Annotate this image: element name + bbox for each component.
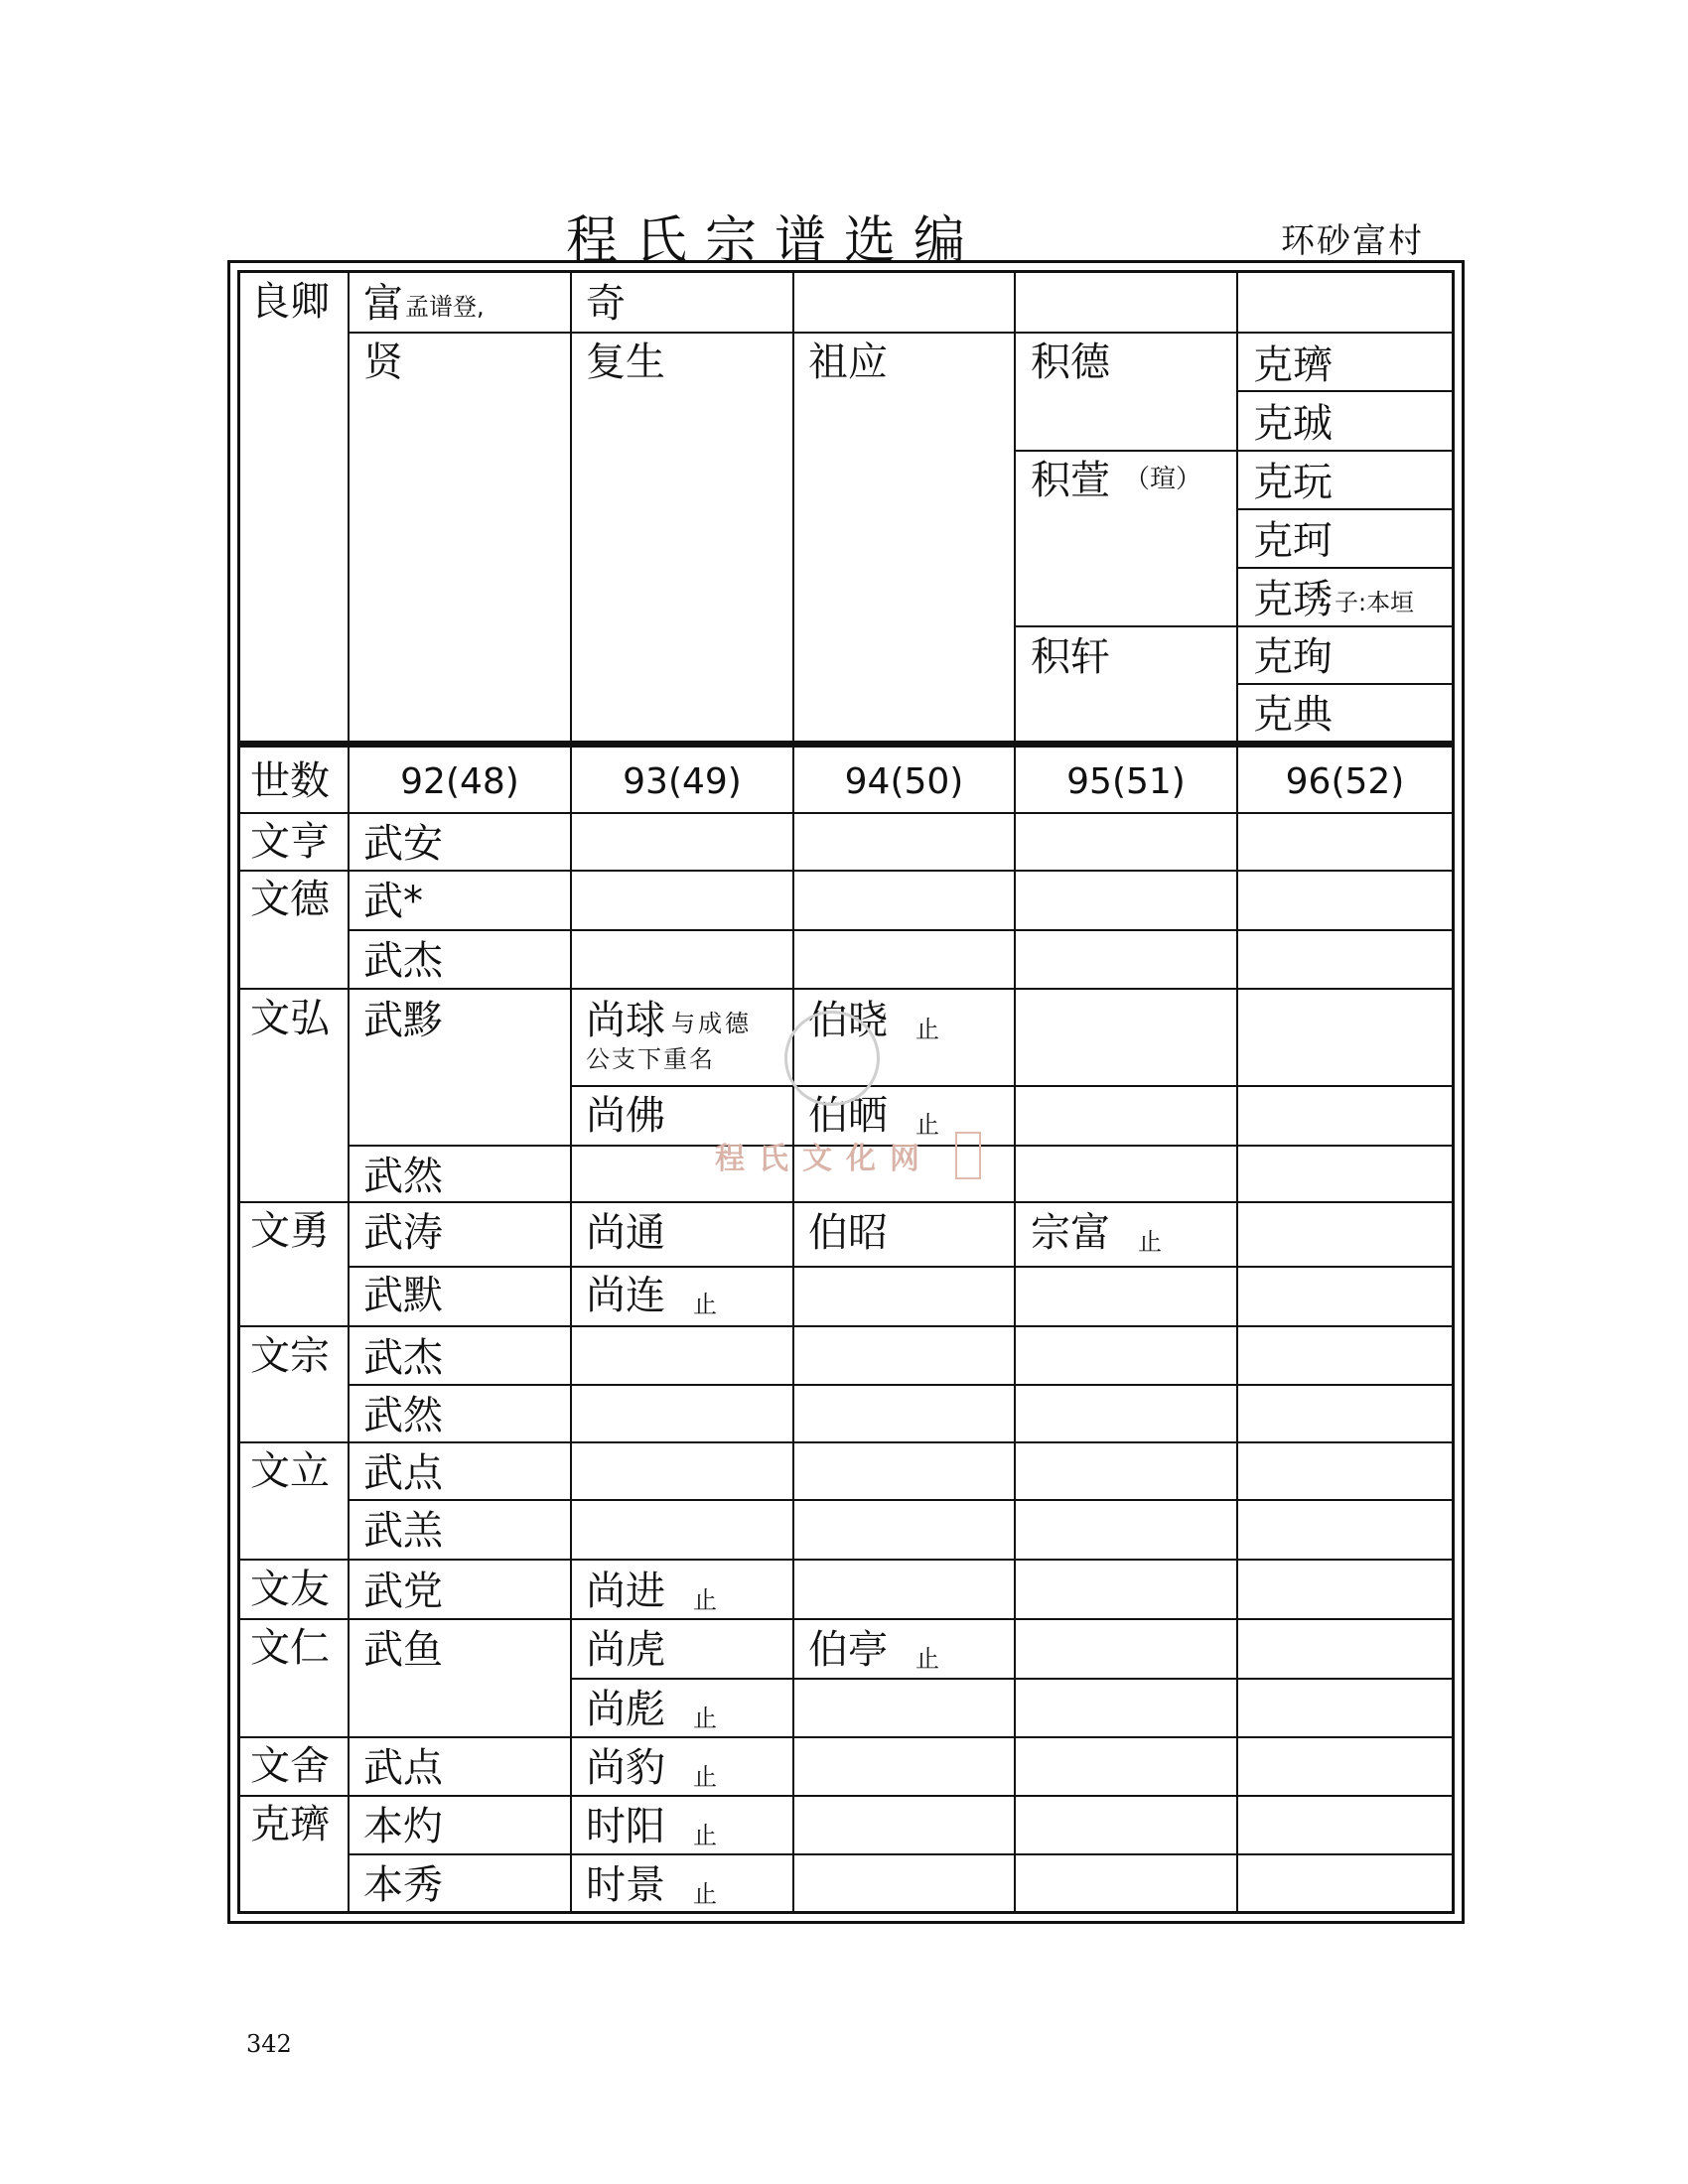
- person-name: 伯晒: [808, 1093, 888, 1139]
- generation-header: 95(51): [1066, 761, 1186, 802]
- person-name: 克珂: [1253, 518, 1333, 564]
- grid-line: [1236, 508, 1452, 510]
- person-name: 宗富: [1031, 1210, 1110, 1256]
- ancestor-name: 文宗: [250, 1333, 330, 1379]
- grid-line: [348, 1853, 1452, 1855]
- ancestor-name: 文勇: [250, 1208, 330, 1254]
- grid-line: [348, 1499, 1452, 1501]
- person-name: 克珹: [1253, 401, 1333, 447]
- person-name: 贤: [363, 340, 403, 385]
- ancestor-name: 文德: [250, 877, 330, 922]
- ancestor-name: 文弘: [250, 996, 330, 1041]
- stop-mark: 止: [1138, 1228, 1162, 1256]
- generation-header: 96(52): [1285, 761, 1405, 802]
- person-name: 尚佛: [586, 1093, 665, 1139]
- person-name: 尚球: [586, 998, 665, 1043]
- stop-mark: 止: [693, 1291, 717, 1318]
- generation-header: 94(50): [844, 761, 964, 802]
- grid-line: [792, 273, 794, 741]
- person-name: 尚通: [586, 1210, 665, 1256]
- stop-mark: 止: [915, 1016, 939, 1043]
- person-name: 武羔: [363, 1508, 443, 1554]
- grid-line: [1236, 567, 1452, 569]
- stop-mark: 止: [915, 1111, 939, 1139]
- grid-line: [1236, 683, 1452, 685]
- grid-line: [570, 273, 572, 741]
- watermark-stamp: [955, 1132, 981, 1179]
- person-name: 武黟: [363, 998, 443, 1043]
- stop-mark: 止: [693, 1705, 717, 1732]
- name-note: 孟谱登,: [405, 293, 485, 321]
- stop-mark: 止: [693, 1880, 717, 1908]
- person-name: 武涛: [363, 1210, 443, 1256]
- gen-cell: [586, 1745, 717, 1791]
- gen-cell: [1031, 1210, 1162, 1256]
- person-name: 武杰: [363, 1335, 443, 1381]
- grid-line: [240, 1325, 1452, 1327]
- stop-mark: 止: [693, 1586, 717, 1614]
- person-name: 克琇: [1253, 577, 1333, 622]
- section-divider: [237, 741, 1455, 748]
- grid-line: [240, 1559, 1452, 1561]
- person-name: 武鱼: [363, 1627, 443, 1673]
- person-name: 伯晓: [808, 998, 888, 1043]
- person-name: 武杰: [363, 938, 443, 984]
- watermark-seal: [784, 1011, 880, 1106]
- gen-cell: [1253, 577, 1415, 622]
- person-name: 武默: [363, 1273, 443, 1318]
- village-name: 环砂富村: [1281, 221, 1424, 261]
- grid-line: [570, 1085, 1452, 1087]
- grid-line: [1014, 450, 1452, 452]
- person-name: 本灼: [363, 1804, 443, 1849]
- grid-line: [1014, 273, 1016, 741]
- person-name: 复生: [586, 340, 665, 385]
- watermark-text: 程氏文化网: [715, 1142, 933, 1176]
- ancestor-name: 克璾: [250, 1802, 330, 1847]
- person-name: 尚虎: [586, 1627, 665, 1673]
- grid-line: [240, 1795, 1452, 1797]
- person-name: 尚豹: [586, 1745, 665, 1791]
- person-name: 克玩: [1253, 460, 1333, 505]
- person-name: 祖应: [808, 340, 888, 385]
- ancestor-name: 文舍: [250, 1743, 330, 1789]
- person-name: 积德: [1031, 340, 1110, 385]
- generation-header-label: 世数: [250, 758, 330, 804]
- person-name: 尚彪: [586, 1687, 665, 1732]
- grid-line: [1236, 273, 1238, 741]
- ancestor-name: 文立: [250, 1448, 330, 1494]
- grid-line: [348, 1384, 1452, 1386]
- gen-cell: [363, 281, 485, 327]
- person-name: 本秀: [363, 1862, 443, 1908]
- stop-mark: 止: [915, 1645, 939, 1673]
- grid-line: [348, 1266, 1452, 1268]
- generation-header: 93(49): [623, 761, 742, 802]
- person-name: 武点: [363, 1450, 443, 1496]
- page-title: 程氏宗谱选编: [565, 211, 983, 271]
- person-name: 武然: [363, 1393, 443, 1438]
- gen-cell: [586, 1862, 717, 1908]
- ancestor-name: 文友: [250, 1567, 330, 1612]
- grid-line: [570, 1678, 1452, 1680]
- ancestor-name: 良卿: [250, 279, 330, 325]
- grid-line: [240, 1201, 1452, 1203]
- gen-cell: [586, 998, 752, 1043]
- generation-header: 92(48): [400, 761, 519, 802]
- person-name: 克典: [1253, 692, 1333, 738]
- page-number: 342: [246, 2030, 292, 2058]
- grid-line: [1236, 390, 1452, 392]
- grid-line: [240, 870, 1452, 872]
- person-name: 时景: [586, 1862, 665, 1908]
- person-name: 尚连: [586, 1273, 665, 1318]
- grid-line: [348, 332, 1452, 334]
- person-name: 武安: [363, 821, 443, 867]
- person-name: 伯昭: [808, 1210, 888, 1256]
- gen-cell: [808, 1627, 939, 1673]
- grid-line: [240, 988, 1452, 990]
- person-name: 富: [363, 281, 403, 327]
- grid-line: [240, 812, 1452, 814]
- ancestor-name: 文仁: [250, 1625, 330, 1671]
- gen-cell: [586, 1571, 717, 1612]
- person-name: 武*: [363, 879, 423, 924]
- stop-mark: 止: [693, 1763, 717, 1791]
- gen-cell: [1031, 458, 1202, 503]
- person-name: 伯亭: [808, 1627, 888, 1673]
- person-name: 尚进: [586, 1569, 665, 1614]
- grid-line: [348, 929, 1452, 931]
- gen-cell: [586, 1687, 717, 1732]
- person-name: 克珣: [1253, 634, 1333, 680]
- grid-line: [240, 1441, 1452, 1443]
- person-name: 时阳: [586, 1804, 665, 1849]
- grid-line: [240, 1736, 1452, 1738]
- ancestor-name: 文亨: [250, 819, 330, 865]
- person-name: 克璾: [1253, 342, 1333, 388]
- grid-line: [348, 273, 350, 741]
- name-note: 子:本垣: [1335, 589, 1415, 616]
- person-name: 奇: [586, 281, 626, 327]
- grid-line: [240, 1618, 1452, 1620]
- gen-cell: [586, 1804, 717, 1849]
- name-note: 与成德: [671, 1010, 752, 1037]
- gen-cell: [586, 1273, 717, 1318]
- person-name: 积轩: [1031, 634, 1110, 680]
- grid-line: [1014, 625, 1452, 627]
- person-name: 积萱: [1031, 458, 1110, 503]
- name-note: 公支下重名: [586, 1045, 715, 1073]
- person-name: 武点: [363, 1745, 443, 1791]
- person-name: 武党: [363, 1569, 443, 1614]
- person-name: 武然: [363, 1154, 443, 1199]
- name-note: （瑄）: [1124, 465, 1202, 494]
- stop-mark: 止: [693, 1822, 717, 1849]
